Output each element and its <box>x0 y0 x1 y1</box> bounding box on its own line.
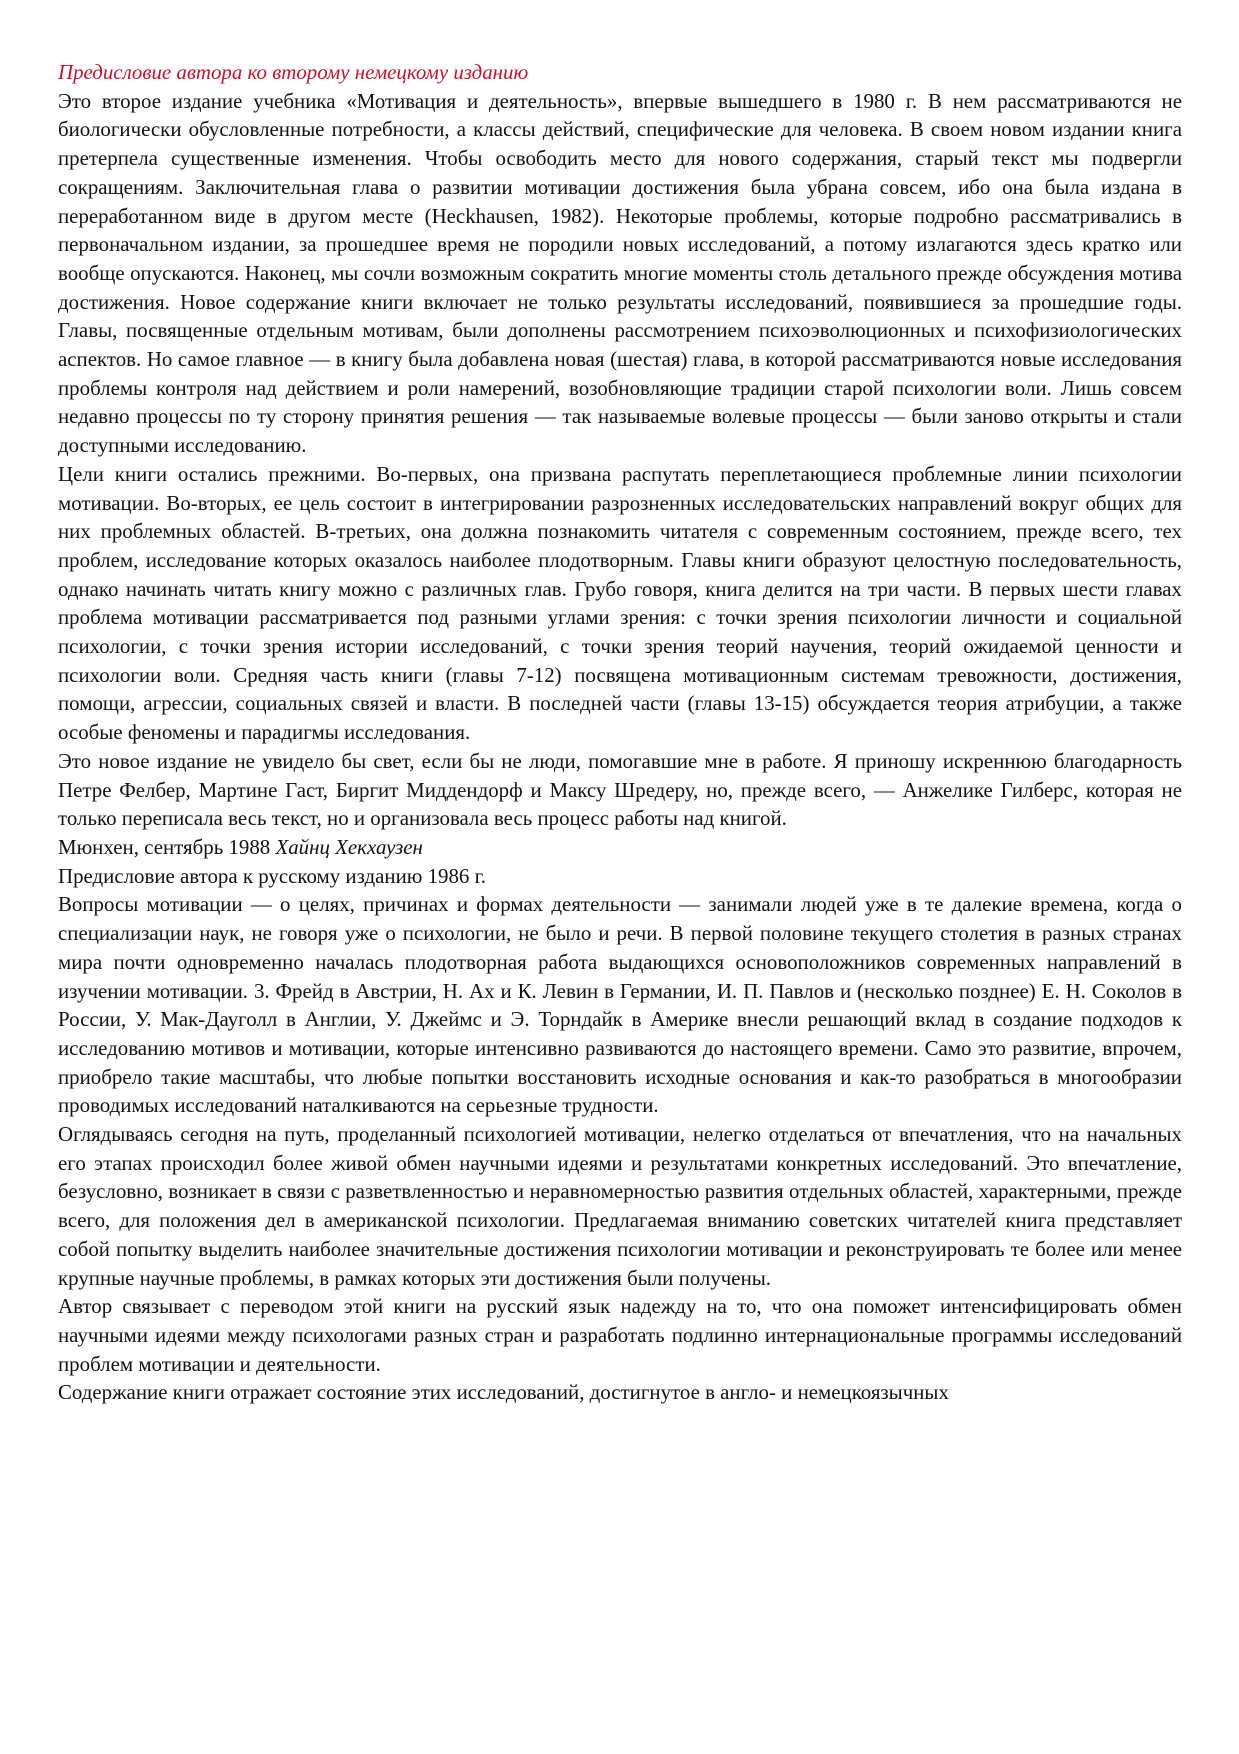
signature-place-date: Мюнхен, сентябрь 1988 <box>58 834 276 859</box>
subsection-title: Предисловие автора к русскому изданию 1986 г. <box>58 863 487 888</box>
section-heading: Предисловие автора ко второму немецкому изданию <box>58 60 529 84</box>
paragraph-partial: Содержание книги отражает состояние этих исследований, достигнутое в англо- и немецкоязычных <box>58 1380 949 1405</box>
paragraph: Это новое издание не увидело бы свет, если бы не люди, помогавшие мне в работе. Я приношу искреннюю благодарность Петре Фелбер, Мартине Гаст, Биргит Миддендорф и Максу Шредеру, но, прежде всего, — Анжелике Гилберс, которая не только переписала весь текст, но и организовала весь процесс работы над книгой. <box>58 748 1182 831</box>
signature-line <box>58 833 1182 862</box>
paragraph: Это второе издание учебника «Мотивация и деятельность», впервые вышедшего в 1980 г. В нем рассматриваются не биологически обусловленные потребности, а классы действий, специфические для человека. В своем новом издании книга претерпела существенные изменения. Чтобы освободить место для нового содержания, старый текст мы подвергли сокращениям. Заключительная глава о развитии мотивации достижения была убрана совсем, ибо она была издана в переработанном виде в другом месте (Heckhausen, 1982). Некоторые проблемы, которые подробно рассматривались в первоначальном издании, за прошедшее время не породили новых исследований, а потому излагаются здесь кратко или вообще опускаются. Наконец, мы сочли возможным сократить многие моменты столь детального прежде обсуждения мотива достижения. Новое содержание книги включает не только результаты исследований, появившиеся за прошедшие годы. Главы, посвященные отдельным мотивам, были дополнены рассмотрением психоэволюционных и психофизиологических аспектов. Но самое главное — в книгу была добавлена новая (шестая) глава, в которой рассматриваются новые исследования проблемы контроля над действием и роли намерений, возобновляющие традиции старой психологии воли. Лишь совсем недавно процессы по ту сторону принятия решения — так называемые волевые процессы — были заново открыты и стали доступными исследованию. <box>58 88 1182 458</box>
paragraph: Цели книги остались прежними. Во-первых, она призвана распутать переплетающиеся проблемные линии психологии мотивации. Во-вторых, ее цель состоит в интегрировании разрозненных исследовательских направлений вокруг общих для них проблемных областей. В-третьих, она должна познакомить читателя с современным состоянием, прежде всего, тех проблем, исследование которых оказалось наиболее плодотворным. Главы книги образуют целостную последовательность, однако начинать читать книгу можно с различных глав. Грубо говоря, книга делится на три части. В первых шести главах проблема мотивации рассматривается под разными углами зрения: с точки зрения психологии личности и социальной психологии, с точки зрения истории исследований, с точки зрения теорий научения, теорий ожидаемой ценности и психологии воли. Средняя часть книги (главы 7-12) посвящена мотивационным системам тревожности, достижения, помощи, агрессии, социальных связей и власти. В последней части (главы 13-15) обсуждается теория атрибуции, а также особые феномены и парадигмы исследования. <box>58 461 1182 745</box>
paragraph: Оглядываясь сегодня на путь, проделанный психологией мотивации, нелегко отделаться от впечатления, что на начальных его этапах происходил более живой обмен научными идеями и результатами конкретных исследований. Это впечатление, безусловно, возникает в связи с разветвленностью и неравномерностью развития отдельных областей, характерными, прежде всего, для положения дел в американской психологии. Предлагаемая вниманию советских читателей книга представляет собой попытку выделить наиболее значительные достижения психологии мотивации и реконструировать те более или менее крупные научные проблемы, в рамках которых эти достижения были получены. <box>58 1122 1182 1290</box>
paragraph: Вопросы мотивации — о целях, причинах и формах деятельности — занимали людей уже в те далекие времена, когда о специализации наук, не говоря уже о психологии, не было и речи. В первой половине текущего столетия в разных странах мира почти одновременно началась плодотворная работа выдающихся основоположников современных направлений в изучении мотивации. 3. Фрейд в Австрии, Н. Ах и К. Левин в Германии, И. П. Павлов и (несколько позднее) Е. Н. Соколов в России, У. Мак-Дауголл в Англии, У. Джеймс и Э. Торндайк в Америке внесли решающий вклад в создание подходов к исследованию мотивов и мотивации, которые интенсивно развиваются до настоящего времени. Само это развитие, впрочем, приобрело такие масштабы, что любые попытки восстановить исходные основания и как-то разобраться в многообразии проводимых исследований наталкиваются на серьезные трудности. <box>58 892 1182 1118</box>
paragraph: Автор связывает с переводом этой книги на русский язык надежду на то, что она поможет интенсифицировать обмен научными идеями между психологами разных стран и разработать подлинно интернациональные программы исследований проблем мотивации и деятельности. <box>58 1294 1182 1376</box>
signature-author: Хайнц Хекхаузен <box>275 834 423 859</box>
document-page <box>58 58 1182 1407</box>
